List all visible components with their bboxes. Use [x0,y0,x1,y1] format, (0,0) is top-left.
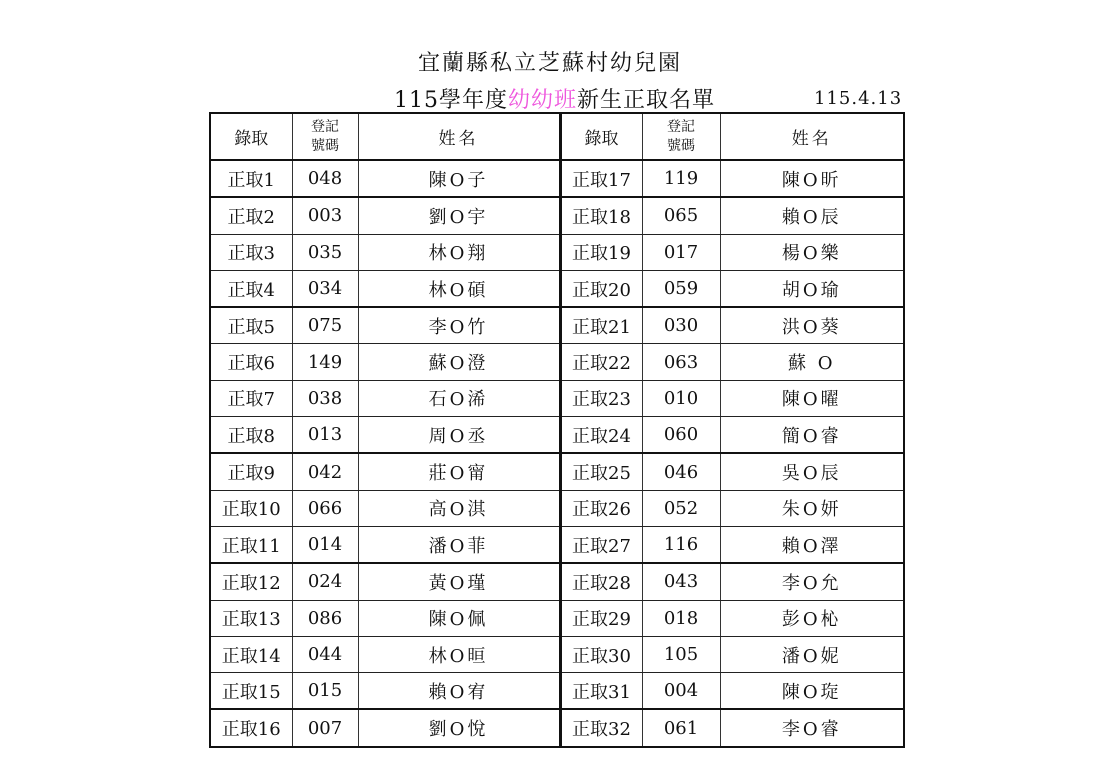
reg-no-cell: 061 [642,709,720,746]
student-name-cell: 林O晅 [358,636,560,672]
admit-cell: 正取22 [560,344,642,380]
student-name-cell: 簡O睿 [720,417,904,454]
admit-cell: 正取11 [210,526,292,563]
reg-no-cell: 086 [292,600,358,636]
student-name-cell: 林O翔 [358,234,560,270]
reg-no-cell: 048 [292,160,358,197]
student-name-cell: 朱O妍 [720,490,904,526]
admit-cell: 正取8 [210,417,292,454]
admit-cell: 正取24 [560,417,642,454]
reg-no-cell: 018 [642,600,720,636]
admit-cell: 正取13 [210,600,292,636]
reg-no-cell: 059 [642,270,720,307]
student-name-cell: 李O竹 [358,307,560,344]
student-name-cell: 陳O子 [358,160,560,197]
reg-no-cell: 043 [642,563,720,600]
student-name-cell: 楊O樂 [720,234,904,270]
student-name-cell: 陳O佩 [358,600,560,636]
admit-cell: 正取4 [210,270,292,307]
student-name-cell: 劉O悅 [358,709,560,746]
reg-no-cell: 038 [292,380,358,416]
admit-cell: 正取26 [560,490,642,526]
document-date: 115.4.13 [814,88,903,109]
admit-cell: 正取30 [560,636,642,672]
document-subtitle [394,83,715,114]
student-name-cell: 蘇O澄 [358,344,560,380]
table-row [210,636,904,672]
student-name-cell: 林O碩 [358,270,560,307]
reg-no-cell: 066 [292,490,358,526]
reg-no-cell: 149 [292,344,358,380]
student-name-cell: 賴O辰 [720,197,904,234]
student-name-cell: 蘇 O [720,344,904,380]
subtitle-class-name: 幼幼班 [508,88,578,113]
header-reg-no-left [292,113,358,160]
student-name-cell: 吳O辰 [720,453,904,490]
student-name-cell: 彭O杺 [720,600,904,636]
table-row [210,490,904,526]
student-name-cell: 賴O宥 [358,673,560,710]
table-row [210,344,904,380]
reg-no-cell: 119 [642,160,720,197]
student-name-cell: 洪O葵 [720,307,904,344]
student-name-cell: 賴O澤 [720,526,904,563]
student-name-cell: 潘O菲 [358,526,560,563]
admit-cell: 正取17 [560,160,642,197]
table-row [210,270,904,307]
admit-cell: 正取9 [210,453,292,490]
student-name-cell: 李O允 [720,563,904,600]
admit-cell: 正取28 [560,563,642,600]
reg-no-cell: 004 [642,673,720,710]
header-row [210,113,904,160]
admit-cell: 正取27 [560,526,642,563]
admit-cell: 正取25 [560,453,642,490]
student-name-cell: 高O淇 [358,490,560,526]
subtitle-suffix: 新生正取名單 [577,88,716,113]
table-row [210,380,904,416]
student-name-cell: 胡O瑜 [720,270,904,307]
admit-cell: 正取5 [210,307,292,344]
table-row [210,307,904,344]
reg-no-cell: 116 [642,526,720,563]
table-row [210,234,904,270]
reg-no-cell: 007 [292,709,358,746]
reg-no-cell: 014 [292,526,358,563]
admit-cell: 正取2 [210,197,292,234]
admit-cell: 正取19 [560,234,642,270]
reg-no-cell: 035 [292,234,358,270]
reg-no-cell: 034 [292,270,358,307]
header-reg-line1: 登記 [667,118,695,135]
admit-cell: 正取6 [210,344,292,380]
table-row [210,160,904,197]
admit-cell: 正取16 [210,709,292,746]
reg-no-cell: 060 [642,417,720,454]
reg-no-cell: 044 [292,636,358,672]
reg-no-cell: 003 [292,197,358,234]
reg-no-cell: 075 [292,307,358,344]
table-row [210,600,904,636]
admit-cell: 正取14 [210,636,292,672]
reg-no-cell: 046 [642,453,720,490]
admit-cell: 正取7 [210,380,292,416]
reg-no-cell: 063 [642,344,720,380]
table-row [210,709,904,746]
student-name-cell: 陳O曜 [720,380,904,416]
header-name-left: 姓名 [358,113,560,160]
admit-cell: 正取15 [210,673,292,710]
reg-no-cell: 015 [292,673,358,710]
reg-no-cell: 105 [642,636,720,672]
admit-cell: 正取10 [210,490,292,526]
student-name-cell: 陳O琁 [720,673,904,710]
subtitle-year: 115學年度 [394,88,508,113]
header-reg-line2: 號碼 [311,137,339,154]
student-name-cell: 潘O妮 [720,636,904,672]
table-row [210,197,904,234]
admit-cell: 正取21 [560,307,642,344]
admit-cell: 正取1 [210,160,292,197]
reg-no-cell: 017 [642,234,720,270]
table-row [210,526,904,563]
admission-table [209,112,905,748]
header-reg-line2: 號碼 [667,137,695,154]
table-row [210,673,904,710]
table-row [210,417,904,454]
admit-cell: 正取20 [560,270,642,307]
header-reg-no-right [642,113,720,160]
student-name-cell: 李O睿 [720,709,904,746]
student-name-cell: 周O丞 [358,417,560,454]
reg-no-cell: 030 [642,307,720,344]
admit-cell: 正取31 [560,673,642,710]
table-row [210,563,904,600]
header-reg-line1: 登記 [311,118,339,135]
admit-cell: 正取3 [210,234,292,270]
admit-cell: 正取18 [560,197,642,234]
admit-cell: 正取32 [560,709,642,746]
student-name-cell: 劉O宇 [358,197,560,234]
table-row [210,453,904,490]
reg-no-cell: 065 [642,197,720,234]
student-name-cell: 陳O昕 [720,160,904,197]
reg-no-cell: 013 [292,417,358,454]
student-name-cell: 石O浠 [358,380,560,416]
admit-cell: 正取23 [560,380,642,416]
student-name-cell: 黃O瑾 [358,563,560,600]
header-admit-right: 錄取 [560,113,642,160]
header-name-right: 姓名 [720,113,904,160]
reg-no-cell: 024 [292,563,358,600]
reg-no-cell: 052 [642,490,720,526]
header-admit-left: 錄取 [210,113,292,160]
student-name-cell: 莊O甯 [358,453,560,490]
admit-cell: 正取12 [210,563,292,600]
admit-cell: 正取29 [560,600,642,636]
document-title: 宜蘭縣私立芝蘇村幼兒園 [417,51,682,76]
reg-no-cell: 042 [292,453,358,490]
reg-no-cell: 010 [642,380,720,416]
